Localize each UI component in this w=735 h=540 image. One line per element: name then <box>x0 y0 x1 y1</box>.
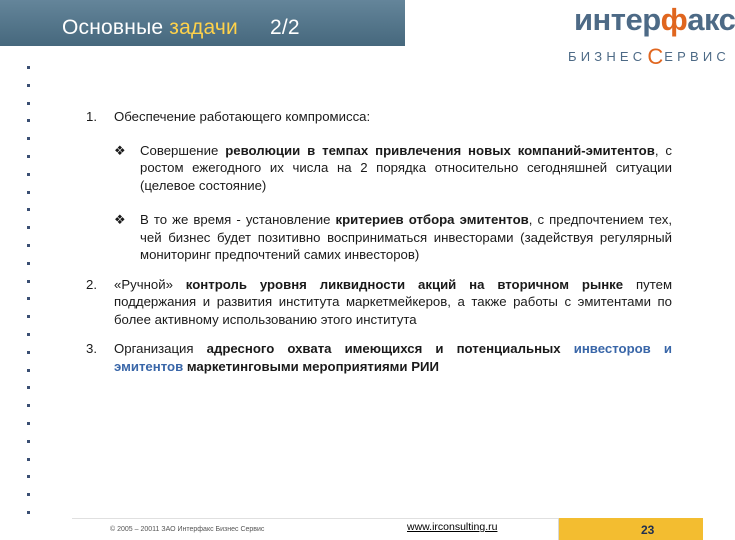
item-text: Обеспечение работающего компромисса: <box>114 109 371 124</box>
decorative-dot <box>27 119 30 122</box>
decorative-dot <box>27 244 30 247</box>
page-number: 23 <box>641 523 655 537</box>
list-item-2 <box>86 276 672 329</box>
decorative-dot <box>27 297 30 300</box>
bullet-bold: революции в темпах привлечения новых компаний-эмитентов <box>225 142 655 158</box>
item-pre: Организация <box>114 341 207 356</box>
decorative-dot <box>27 475 30 478</box>
website-link[interactable]: www.irconsulting.ru <box>407 521 498 533</box>
item-number: 3. <box>86 341 97 356</box>
decorative-dot <box>27 137 30 140</box>
bullet-pre: В то же время - установление <box>140 212 336 227</box>
decorative-dot <box>27 173 30 176</box>
decorative-dot <box>27 191 30 194</box>
interfax-logo <box>566 2 735 69</box>
item-bold-2: маркетинговыми мероприятиями РИИ <box>183 358 439 374</box>
title-main: Основные <box>62 16 164 39</box>
decorative-dot <box>27 386 30 389</box>
bullet-item-1 <box>86 142 672 195</box>
logo-suffix: акс <box>687 2 735 37</box>
main-content <box>86 108 672 375</box>
page-indicator: 2/2 <box>270 16 300 39</box>
item-highlight: инвесторов и эмитентов <box>114 341 672 374</box>
decorative-dot <box>27 315 30 318</box>
logo-symbol: ф <box>660 2 688 37</box>
item-number: 2. <box>86 276 97 292</box>
decorative-dot <box>27 155 30 158</box>
bullet-post: , с предпочтением тех, чей бизнес будет позитивно восприниматься инвесторами (задействуя регулярный мониторинг предпочтений самих инвесторов) <box>140 212 672 262</box>
decorative-dot-column <box>27 66 33 526</box>
list-item-3 <box>86 340 672 375</box>
logo-sub-left: БИЗНЕС <box>568 49 647 64</box>
footer-divider <box>72 518 558 519</box>
decorative-dot <box>27 84 30 87</box>
footer-copyright: © 2005 – 20011 ЗАО Интерфакс Бизнес Сервис <box>110 526 265 533</box>
header-bar <box>0 0 405 46</box>
decorative-dot <box>27 102 30 105</box>
page-title <box>62 16 300 40</box>
decorative-dot <box>27 422 30 425</box>
item-number: 1. <box>86 109 97 124</box>
logo-sub-symbol: С <box>647 44 664 69</box>
item-post: путем поддержания и развития института маркетмейкеров, а также работы с эмитентами по более активному использованию этого института <box>114 276 673 327</box>
decorative-dot <box>27 280 30 283</box>
decorative-dot <box>27 440 30 443</box>
logo-subtitle <box>568 44 730 70</box>
logo-wordmark <box>574 2 735 38</box>
decorative-dot <box>27 404 30 407</box>
list-item-1 <box>86 108 672 126</box>
diamond-bullet-icon: ❖ <box>114 212 126 227</box>
decorative-dot <box>27 369 30 372</box>
decorative-dot <box>27 262 30 265</box>
page-number-box <box>558 518 703 540</box>
title-accent: задачи <box>169 16 238 39</box>
decorative-dot <box>27 226 30 229</box>
decorative-dot <box>27 208 30 211</box>
decorative-dot <box>27 511 30 514</box>
bullet-pre: Совершение <box>140 142 226 158</box>
diamond-bullet-icon: ❖ <box>114 142 126 158</box>
decorative-dot <box>27 493 30 496</box>
item-bold: адресного охвата имеющихся и потенциальных <box>206 341 561 356</box>
item-pre: «Ручной» <box>114 276 186 292</box>
logo-prefix: интер <box>574 2 661 37</box>
decorative-dot <box>27 351 30 354</box>
decorative-dot <box>27 458 30 461</box>
bullet-post: , с ростом ежегодного их числа на 2 порядка относительно сегодняшней ситуации (целевое состояние) <box>140 142 673 193</box>
bullet-bold: критериев отбора эмитентов <box>335 212 529 227</box>
decorative-dot <box>27 333 30 336</box>
item-bold: контроль уровня ликвидности акций на вторичном рынке <box>185 276 624 292</box>
logo-sub-right: ЕРВИС <box>664 49 731 64</box>
bullet-item-2 <box>86 211 672 264</box>
decorative-dot <box>27 66 30 69</box>
